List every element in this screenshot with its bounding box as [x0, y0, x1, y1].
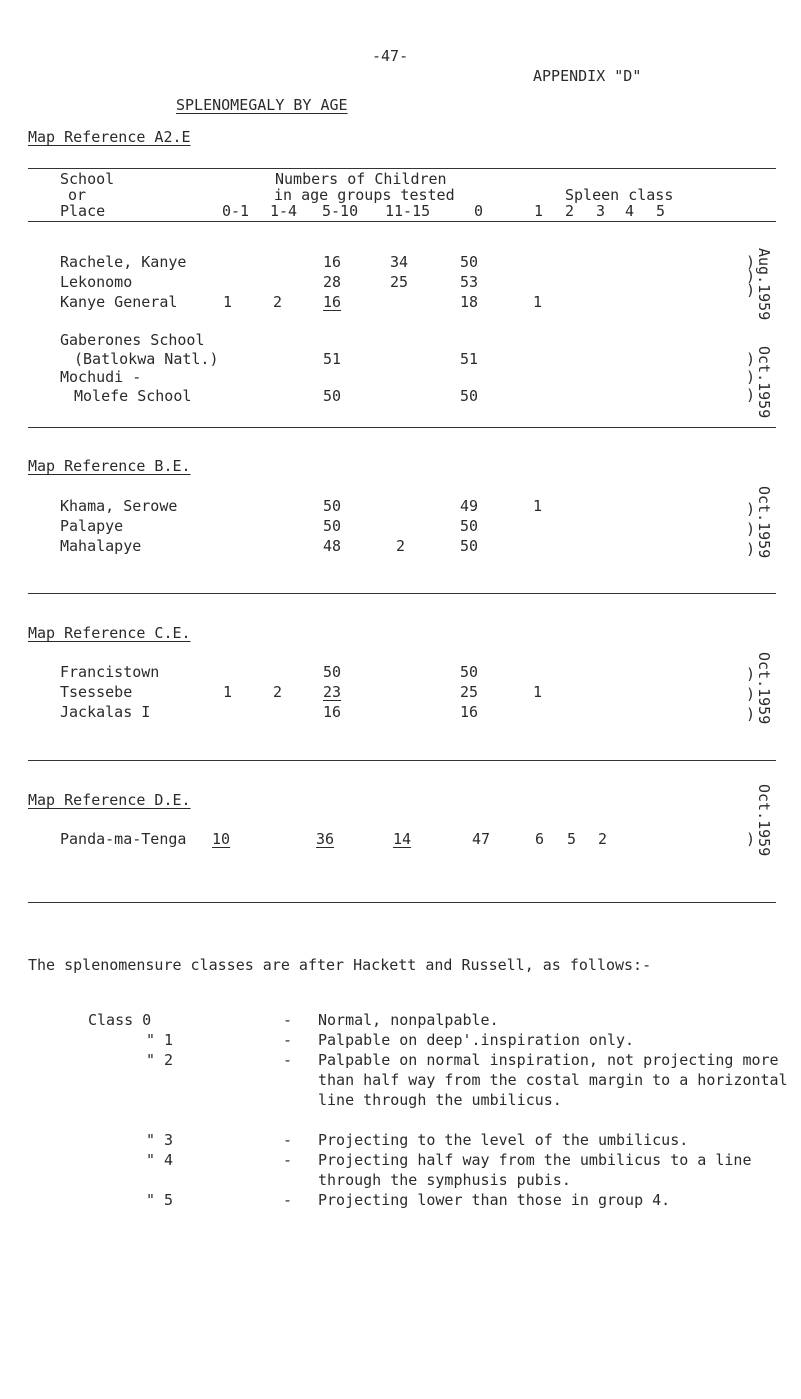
cell-11-15: 25 [390, 273, 409, 291]
class-dash: - [283, 1031, 293, 1049]
header-spleen-3: 3 [596, 202, 606, 220]
class-label: " 4 [146, 1151, 174, 1169]
class-label: " 1 [146, 1031, 174, 1049]
row-place: Jackalas I [60, 703, 151, 721]
bracket: ) ) ) [746, 253, 756, 299]
cell-5-10: 50 [323, 387, 342, 405]
row-place: Mahalapye [60, 537, 142, 555]
cell-spleen-0: 50 [460, 663, 479, 681]
cell-spleen-0: 50 [460, 253, 479, 271]
cell-5-10: 16 [323, 703, 342, 721]
cell-5-10: 50 [323, 663, 342, 681]
cell-1-4: 36 [316, 830, 335, 848]
class-definition: Palpable on deep'.inspiration only. [318, 1031, 635, 1049]
cell-spleen-0: 49 [460, 497, 479, 515]
cell-0-1: 10 [212, 830, 231, 848]
cell-11-15: 2 [396, 537, 406, 555]
cell-spleen-0: 16 [460, 703, 479, 721]
class-definition: Projecting half way from the umbilicus to a line through the symphusis pubis. [318, 1151, 752, 1189]
row-place: Khama, Serowe [60, 497, 178, 515]
class-definition: Palpable on normal inspiration, not projecting more than half way from the costal margin to a horizontal line through the umbilicus. [318, 1051, 788, 1109]
class-label: Class 0 [88, 1011, 152, 1029]
cell-spleen-0: 50 [460, 517, 479, 535]
header-age-5-10: 5-10 [322, 202, 359, 220]
map-reference-b-text: Map Reference B.E. [28, 457, 191, 475]
cell-5-10: 51 [323, 350, 342, 368]
row-place: Palapye [60, 517, 124, 535]
class-label: " 2 [146, 1051, 174, 1069]
cell-spleen-0: 51 [460, 350, 479, 368]
cell-spleen-0: 50 [460, 537, 479, 555]
cell-spleen-1: 1 [533, 293, 543, 311]
cell-1-4: 2 [273, 683, 283, 701]
cell-spleen-1: 6 [535, 830, 545, 848]
header-col1-line2: or [68, 186, 87, 204]
side-note-date: Oct.1959 [755, 486, 773, 559]
cell-spleen-0: 25 [460, 683, 479, 701]
cell-1-4: 2 [273, 293, 283, 311]
header-numbers-line1: Numbers of Children [275, 170, 447, 188]
class-dash: - [283, 1011, 293, 1029]
table-bottom-rule [28, 902, 776, 903]
section-rule [28, 760, 776, 761]
row-place: Panda-ma-Tenga [60, 830, 187, 848]
header-numbers-line2: in age groups tested [274, 186, 455, 204]
intro-paragraph: The splenomensure classes are after Hackett and Russell, as follows:- [28, 956, 652, 974]
header-spleen-1: 1 [534, 202, 544, 220]
row-place: Lekonomo [60, 273, 133, 291]
cell-5-10: 16 [323, 293, 342, 311]
bracket: ) [746, 830, 756, 848]
cell-0-1: 1 [223, 683, 233, 701]
cell-5-10: 23 [323, 683, 342, 701]
row-place: Gaberones School [60, 331, 205, 349]
header-spleen-4: 4 [625, 202, 635, 220]
side-note-date: Oct.1959 [755, 652, 773, 725]
row-place: Mochudi - [60, 368, 142, 386]
class-dash: - [283, 1051, 293, 1069]
header-age-1-4: 1-4 [270, 202, 298, 220]
cell-spleen-0: 18 [460, 293, 479, 311]
row-place: Molefe School [74, 387, 192, 405]
header-spleen-2: 2 [565, 202, 575, 220]
bracket: ) ) ) [746, 350, 756, 404]
section-rule [28, 593, 776, 594]
header-spleen-5: 5 [656, 202, 666, 220]
cell-5-10: 14 [393, 830, 412, 848]
page-number: -47- [372, 47, 409, 65]
header-age-0-1: 0-1 [222, 202, 250, 220]
cell-5-10: 50 [323, 517, 342, 535]
header-spleen-class: Spleen class [565, 186, 674, 204]
row-place: Kanye General [60, 293, 178, 311]
header-spleen-0: 0 [474, 202, 484, 220]
row-place: Rachele, Kanye [60, 253, 187, 271]
class-label: " 3 [146, 1131, 174, 1149]
table-top-rule [28, 168, 776, 169]
bracket: ) ) ) [746, 500, 756, 558]
map-reference-d-text: Map Reference D.E. [28, 791, 191, 809]
page-title: SPLENOMEGALY BY AGE [176, 96, 348, 114]
row-place: Tsessebe [60, 683, 133, 701]
map-reference-d [28, 791, 191, 809]
section-rule [28, 427, 776, 428]
appendix-label: APPENDIX "D" [533, 67, 642, 85]
class-definition: Projecting lower than those in group 4. [318, 1191, 671, 1209]
cell-spleen-2: 5 [567, 830, 577, 848]
row-place: Francistown [60, 663, 160, 681]
header-bottom-rule [28, 221, 776, 222]
class-definition: Normal, nonpalpable. [318, 1011, 499, 1029]
cell-spleen-3: 2 [598, 830, 608, 848]
cell-spleen-1: 1 [533, 497, 543, 515]
cell-spleen-0: 50 [460, 387, 479, 405]
cell-11-15: 34 [390, 253, 409, 271]
map-reference-c-text: Map Reference C.E. [28, 624, 191, 642]
row-place: (Batlokwa Natl.) [74, 350, 219, 368]
class-label: " 5 [146, 1191, 174, 1209]
header-col1-line3: Place [60, 202, 106, 220]
side-note-date: Oct.1959 [755, 784, 773, 857]
cell-5-10: 48 [323, 537, 342, 555]
map-reference-c [28, 624, 191, 642]
cell-spleen-0: 53 [460, 273, 479, 291]
header-age-11-15: 11-15 [385, 202, 431, 220]
cell-5-10: 28 [323, 273, 342, 291]
cell-5-10: 16 [323, 253, 342, 271]
cell-5-10: 50 [323, 497, 342, 515]
cell-spleen-1: 1 [533, 683, 543, 701]
side-note-date: Oct.1959 [755, 346, 773, 419]
class-dash: - [283, 1131, 293, 1149]
side-note-date: Aug.1959 [755, 248, 773, 321]
header-col1-line1: School [60, 170, 115, 188]
map-reference-b [28, 457, 191, 475]
map-reference-a: Map Reference A2.E [28, 128, 191, 146]
class-dash: - [283, 1191, 293, 1209]
bracket: ) ) ) [746, 665, 756, 723]
cell-spleen-0: 47 [472, 830, 491, 848]
class-dash: - [283, 1151, 293, 1169]
class-definition: Projecting to the level of the umbilicus. [318, 1131, 689, 1149]
cell-0-1: 1 [223, 293, 233, 311]
